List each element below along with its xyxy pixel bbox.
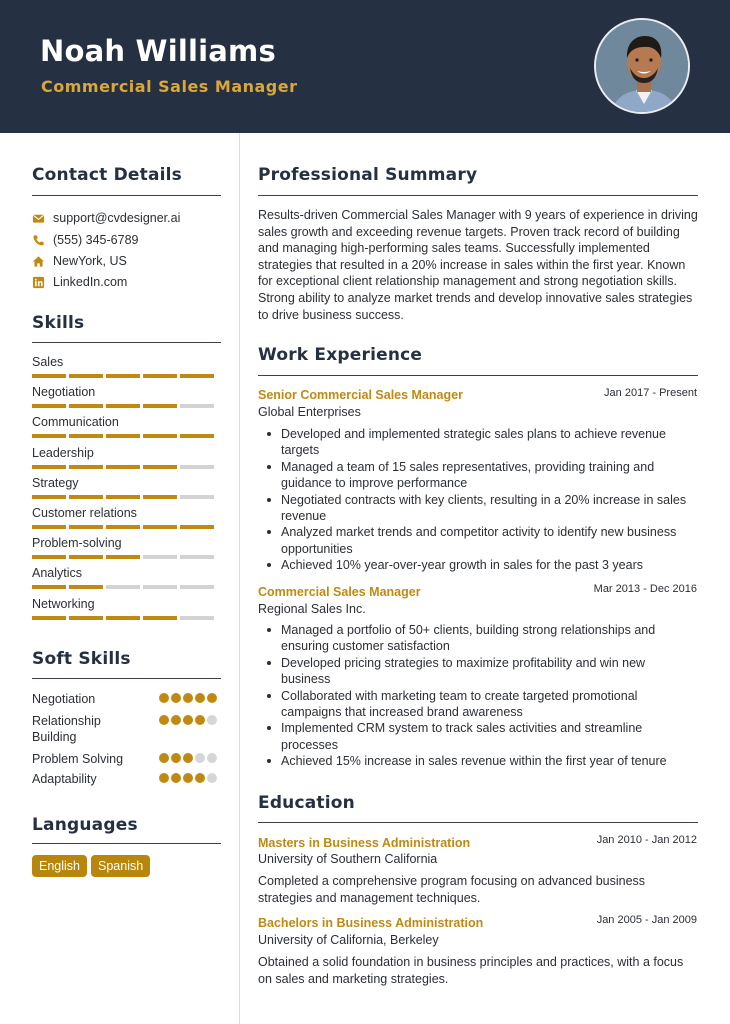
soft-skill-name: Problem Solving	[32, 752, 124, 766]
skill-level-segment	[180, 585, 214, 589]
skill-level-segment	[69, 465, 103, 469]
skill-level-segment	[180, 465, 214, 469]
rating-dot	[159, 715, 169, 725]
rating-dot	[159, 753, 169, 763]
skill-level-segment	[180, 374, 214, 378]
rating-dot	[207, 715, 217, 725]
skill-level-bar	[32, 374, 217, 378]
skill-level-segment	[143, 404, 177, 408]
job-bullet: Collaborated with marketing team to create targeted promotional campaigns that increased brand awareness	[264, 688, 694, 721]
job-bullet: Managed a team of 15 sales representatives, providing training and guidance to improve performance	[264, 459, 694, 492]
candidate-name: Noah Williams	[40, 34, 276, 68]
soft-skills-rule	[32, 678, 221, 679]
profile-photo-image	[596, 20, 690, 114]
skill-level-segment	[106, 555, 140, 559]
soft-skill-name: Negotiation	[32, 692, 96, 706]
skill-item	[32, 446, 220, 461]
soft-skill-rating	[159, 773, 219, 783]
skill-level-bar	[32, 616, 217, 620]
rating-dot	[183, 715, 193, 725]
skill-level-segment	[180, 434, 214, 438]
contact-linkedin[interactable]	[32, 273, 127, 291]
skill-level-segment	[32, 585, 66, 589]
contact-phone[interactable]	[32, 231, 138, 249]
rating-dot	[171, 715, 181, 725]
skill-level-segment	[69, 374, 103, 378]
skill-level-segment	[32, 374, 66, 378]
skill-level-segment	[69, 555, 103, 559]
skill-level-segment	[106, 525, 140, 529]
degree-date: Jan 2010 - Jan 2012	[596, 834, 697, 846]
skill-level-segment	[69, 525, 103, 529]
skill-level-segment	[106, 374, 140, 378]
skill-level-segment	[143, 374, 177, 378]
phone-icon	[32, 234, 45, 247]
skill-level-segment	[32, 404, 66, 408]
degree-description: Obtained a solid foundation in business principles and practices, with a focus on sales and marketing strategies.	[258, 955, 684, 986]
job-bullet: Achieved 10% year-over-year growth in sales for the past 3 years	[264, 557, 694, 573]
job-title: Senior Commercial Sales Manager	[258, 388, 463, 402]
rating-dot	[159, 773, 169, 783]
soft-skill-name: Adaptability	[32, 772, 97, 786]
job-date: Mar 2013 - Dec 2016	[593, 583, 697, 595]
skill-level-bar	[32, 585, 217, 589]
skill-level-segment	[106, 434, 140, 438]
skill-level-segment	[180, 616, 214, 620]
skill-level-segment	[143, 616, 177, 620]
skill-level-bar	[32, 434, 217, 438]
skill-level-bar	[32, 495, 217, 499]
contact-rule	[32, 195, 221, 196]
rating-dot	[195, 773, 205, 783]
experience-rule	[258, 375, 698, 376]
degree-description: Completed a comprehensive program focusing on advanced business strategies and management techniques.	[258, 874, 646, 905]
skill-item	[32, 536, 220, 551]
skill-level-segment	[32, 434, 66, 438]
skill-level-segment	[180, 525, 214, 529]
contact-phone-text: (555) 345-6789	[53, 233, 139, 247]
skill-level-segment	[69, 434, 103, 438]
rating-dot	[171, 693, 181, 703]
skill-level-segment	[106, 495, 140, 499]
job-company: Global Enterprises	[258, 405, 361, 419]
languages-rule	[32, 843, 221, 844]
school-name: University of Southern California	[258, 852, 438, 866]
job-bullet: Analyzed market trends and competitor activity to identify new business opportunities	[264, 524, 694, 557]
degree-date: Jan 2005 - Jan 2009	[596, 914, 697, 926]
skill-level-bar	[32, 404, 217, 408]
contact-linkedin-text: LinkedIn.com	[53, 275, 128, 289]
skill-level-segment	[106, 585, 140, 589]
skill-level-segment	[32, 616, 66, 620]
skill-name: Problem-solving	[32, 536, 122, 551]
language-badge: Spanish	[91, 855, 150, 877]
job-date: Jan 2017 - Present	[604, 387, 697, 399]
skill-level-segment	[106, 404, 140, 408]
job-bullet: Achieved 15% increase in sales revenue within the first year of tenure	[264, 753, 694, 769]
skill-item	[32, 415, 220, 430]
job-title: Commercial Sales Manager	[258, 585, 421, 599]
skill-level-segment	[32, 495, 66, 499]
skill-name: Customer relations	[32, 506, 137, 520]
linkedin-icon	[32, 276, 45, 289]
rating-dot	[207, 693, 217, 703]
skills-heading: Skills	[32, 313, 85, 333]
resume-header	[0, 0, 730, 133]
skill-level-segment	[106, 465, 140, 469]
summary-text: Results-driven Commercial Sales Manager with 9 years of experience in driving sales growth and exceeding revenue targets. Proven track record of building and managing high-performing sales teams. Successfully implemented strategies that resulted in a 20% increase in sales within the first year. Known for exceptional client relationship management and strong negotiation skills. Strong ability to analyze market trends and develop innovative sales strategies to drive business success.	[258, 208, 698, 322]
skill-level-bar	[32, 555, 217, 559]
skill-name: Communication	[32, 415, 119, 430]
skill-level-segment	[143, 525, 177, 529]
soft-skills-heading: Soft Skills	[32, 649, 131, 669]
job-bullet: Managed a portfolio of 50+ clients, building strong relationships and ensuring customer satisfaction	[264, 622, 694, 655]
job-bullets	[264, 426, 694, 574]
rating-dot	[171, 753, 181, 763]
skill-level-segment	[180, 555, 214, 559]
job-company: Regional Sales Inc.	[258, 602, 366, 616]
job-bullet: Developed pricing strategies to maximize profitability and win new business	[264, 655, 694, 688]
contact-heading: Contact Details	[32, 165, 182, 185]
job-bullet: Negotiated contracts with key clients, resulting in a 20% increase in sales revenue	[264, 492, 694, 525]
contact-email[interactable]	[32, 209, 180, 227]
skill-level-segment	[69, 585, 103, 589]
skill-level-segment	[32, 555, 66, 559]
skill-name: Networking	[32, 596, 95, 611]
rating-dot	[159, 693, 169, 703]
skill-name: Analytics	[32, 566, 83, 581]
skill-level-bar	[32, 525, 217, 529]
skill-level-segment	[143, 555, 177, 559]
rating-dot	[195, 715, 205, 725]
school-name: University of California, Berkeley	[258, 933, 439, 947]
skill-name: Strategy	[32, 475, 79, 490]
education-rule	[258, 822, 698, 823]
skill-level-segment	[32, 525, 66, 529]
contact-location-text: NewYork, US	[53, 254, 127, 268]
skill-level-segment	[106, 616, 140, 620]
experience-heading: Work Experience	[258, 345, 423, 365]
profile-photo	[594, 18, 690, 114]
skill-level-segment	[143, 495, 177, 499]
rating-dot	[207, 773, 217, 783]
job-bullet: Implemented CRM system to track sales activities and streamline processes	[264, 720, 694, 753]
soft-skill-rating	[159, 753, 219, 763]
skill-name: Negotiation	[32, 385, 96, 400]
rating-dot	[183, 753, 193, 763]
skill-level-segment	[180, 404, 214, 408]
skill-level-segment	[69, 616, 103, 620]
home-icon	[32, 255, 45, 268]
job-bullets	[264, 622, 694, 770]
skill-item	[32, 355, 220, 370]
skill-level-segment	[69, 404, 103, 408]
column-divider	[239, 133, 240, 1024]
skill-item	[32, 566, 220, 581]
degree-title: Masters in Business Administration	[258, 836, 471, 850]
summary-rule	[258, 195, 698, 196]
skill-name: Sales	[32, 355, 64, 369]
skill-level-segment	[143, 465, 177, 469]
skill-level-segment	[143, 585, 177, 589]
languages-heading: Languages	[32, 815, 138, 835]
skill-level-segment	[143, 434, 177, 438]
skill-level-bar	[32, 465, 217, 469]
skill-item	[32, 506, 220, 521]
skills-rule	[32, 342, 221, 343]
contact-email-text: support@cvdesigner.ai	[53, 211, 181, 225]
education-heading: Education	[258, 793, 355, 813]
skill-level-segment	[32, 465, 66, 469]
soft-skill-rating	[159, 693, 219, 703]
skill-level-segment	[69, 495, 103, 499]
rating-dot	[183, 693, 193, 703]
rating-dot	[183, 773, 193, 783]
email-icon	[32, 212, 45, 225]
soft-skill-name: Relationship Building	[32, 714, 101, 744]
skill-name: Leadership	[32, 445, 94, 460]
degree-title: Bachelors in Business Administration	[258, 916, 484, 930]
skill-item	[32, 385, 220, 400]
soft-skill-rating	[159, 715, 219, 725]
rating-dot	[207, 753, 217, 763]
rating-dot	[171, 773, 181, 783]
skill-item	[32, 597, 220, 612]
summary-heading: Professional Summary	[258, 165, 478, 185]
skill-item	[32, 476, 220, 491]
language-badge: English	[32, 855, 87, 877]
rating-dot	[195, 693, 205, 703]
contact-location	[32, 252, 127, 270]
rating-dot	[195, 753, 205, 763]
candidate-title: Commercial Sales Manager	[41, 77, 298, 96]
skill-level-segment	[180, 495, 214, 499]
job-bullet: Developed and implemented strategic sales plans to achieve revenue targets	[264, 426, 694, 459]
